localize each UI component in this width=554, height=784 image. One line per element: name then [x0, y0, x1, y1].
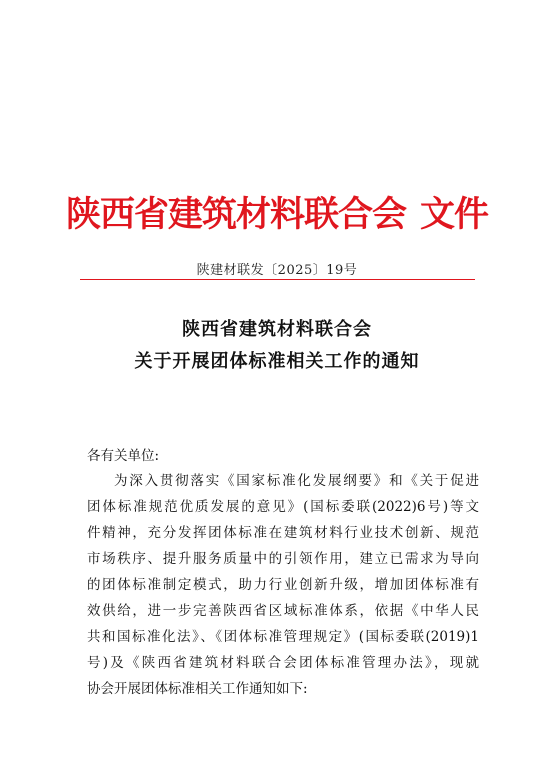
salutation: 各有关单位: — [87, 448, 160, 464]
body-line: 协会开展团体标准相关工作通知如下: — [87, 681, 308, 697]
body-line: 团体标准规范优质发展的意见》(国标委联(2022)6号)等文 — [87, 499, 479, 515]
body-line: 件精神，充分发挥团体标准在建筑材料行业技术创新、规范 — [87, 525, 479, 541]
document-number: 陕建材联发〔2025〕19号 — [196, 263, 358, 278]
body-line: 为深入贯彻落实《国家标准化发展纲要》和《关于促进 — [114, 473, 479, 489]
body-line: 号)及《陕西省建筑材料联合会团体标准管理办法》，现就 — [87, 655, 479, 671]
red-header-title — [0, 180, 554, 244]
body-line: 效供给，进一步完善陕西省区域标准体系，依据《中华人民 — [87, 603, 479, 619]
body-line: 的团体标准制定模式，助力行业创新升级，增加团体标准有 — [87, 577, 479, 593]
issuer-name: 陕西省建筑材料联合会 — [65, 194, 406, 235]
notice-title-line-2: 关于开展团体标准相关工作的通知 — [134, 351, 420, 372]
body-line: 共和国标准化法》、《团体标准管理规定》(国标委联(2019)1 — [87, 629, 479, 645]
body-paragraph — [87, 468, 479, 702]
document-type: 文件 — [420, 194, 489, 235]
body-line: 市场秩序、提升服务质量中的引领作用，建立已需求为导向 — [87, 551, 479, 567]
notice-title-line-1: 陕西省建筑材料联合会 — [182, 319, 372, 340]
red-divider-line — [80, 279, 475, 280]
